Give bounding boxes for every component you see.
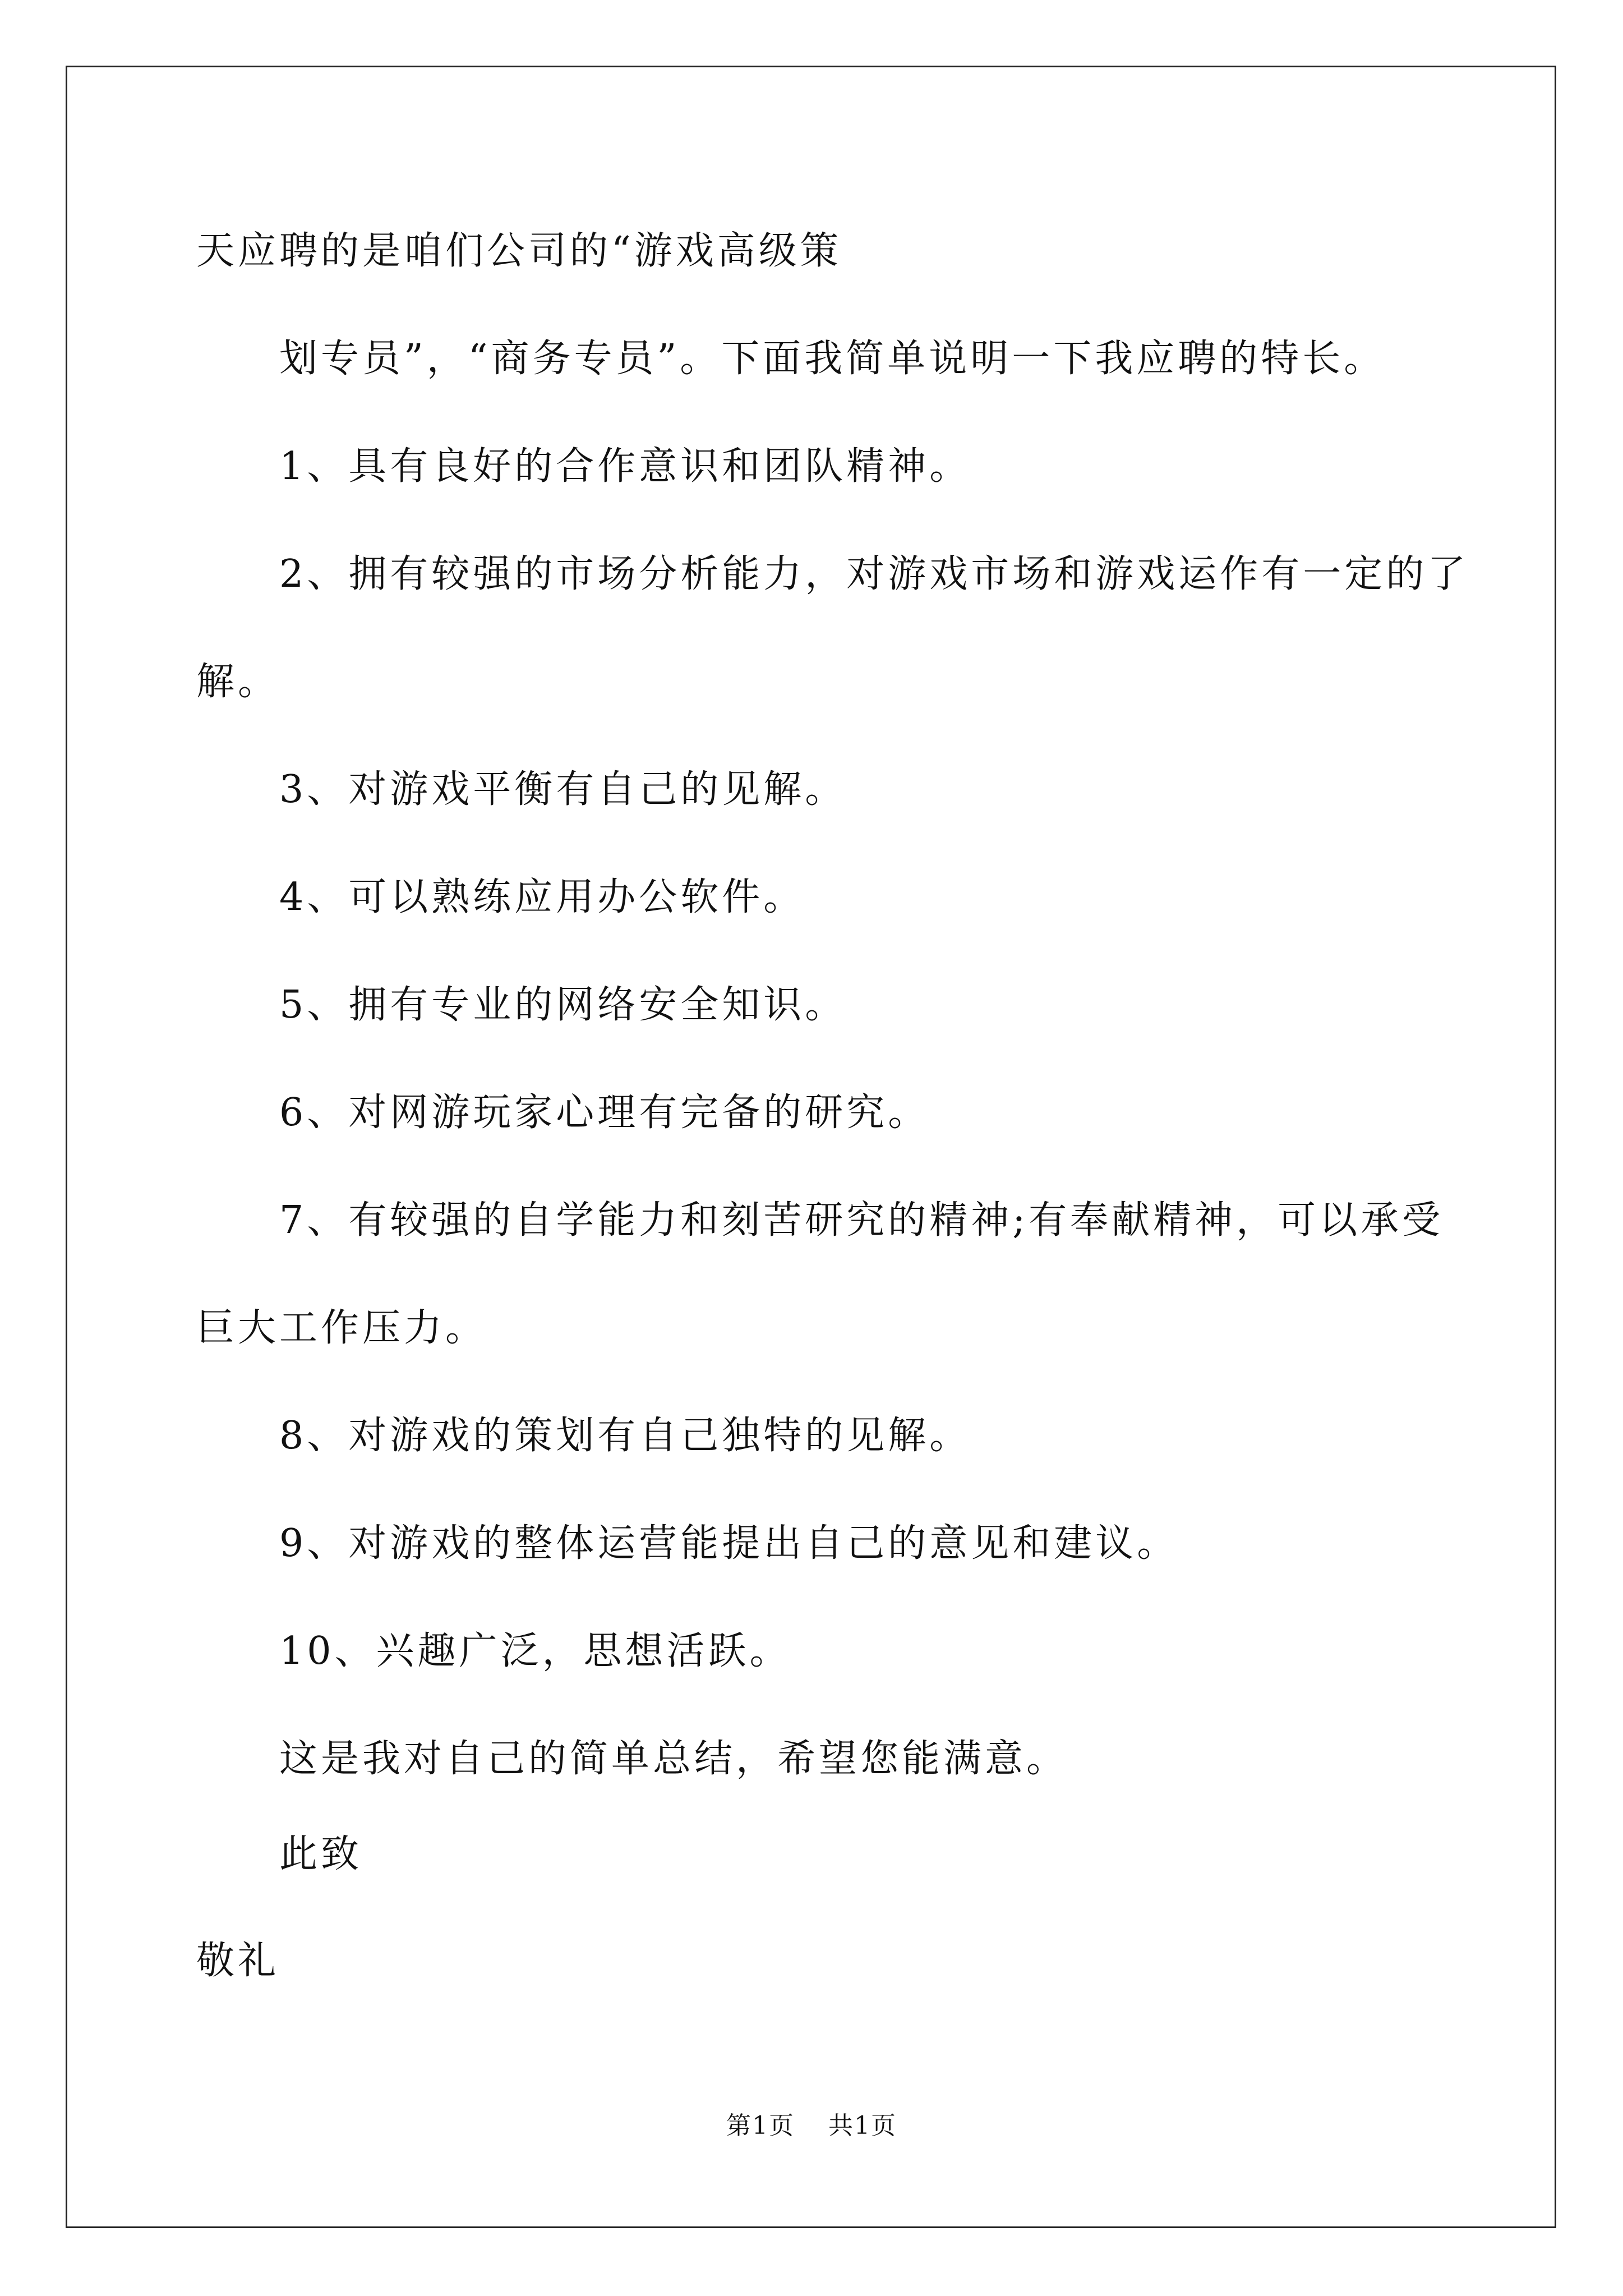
page-footer — [0, 2110, 1623, 2142]
text-line: 敬礼 — [196, 1939, 280, 1983]
text-line: 3、对游戏平衡有自己的见解。 — [279, 767, 847, 812]
text-line: 这是我对自己的简单总结，希望您能满意。 — [279, 1737, 1068, 1781]
text-line: 此致 — [279, 1832, 363, 1876]
text-line: 4、可以熟练应用办公软件。 — [279, 875, 805, 919]
text-line: 1、具有良好的合作意识和团队精神。 — [279, 444, 971, 489]
text-line: 天应聘的是咱们公司的“游戏高级策 — [196, 229, 842, 273]
text-line: 7、有较强的自学能力和刻苦研究的精神;有奉献精神，可以承受 — [279, 1198, 1444, 1243]
text-line: 2、拥有较强的市场分析能力，对游戏市场和游戏运作有一定的了 — [279, 552, 1469, 596]
text-line: 9、对游戏的整体运营能提出自己的意见和建议。 — [279, 1521, 1179, 1566]
text-line: 6、对网游玩家心理有完备的研究。 — [279, 1091, 930, 1135]
page-number-current: 第1页 — [726, 2111, 795, 2140]
text-line: 8、对游戏的策划有自己独特的见解。 — [279, 1414, 971, 1458]
page-number-total: 共1页 — [828, 2111, 897, 2140]
text-line: 5、拥有专业的网络安全知识。 — [279, 983, 847, 1027]
text-line: 划专员”，“商务专员”。下面我简单说明一下我应聘的特长。 — [279, 337, 1386, 381]
page-frame — [66, 66, 1556, 2228]
text-line: 解。 — [196, 660, 280, 704]
text-line: 10、兴趣广泛，思想活跃。 — [279, 1629, 791, 1673]
text-line: 巨大工作压力。 — [196, 1306, 487, 1350]
